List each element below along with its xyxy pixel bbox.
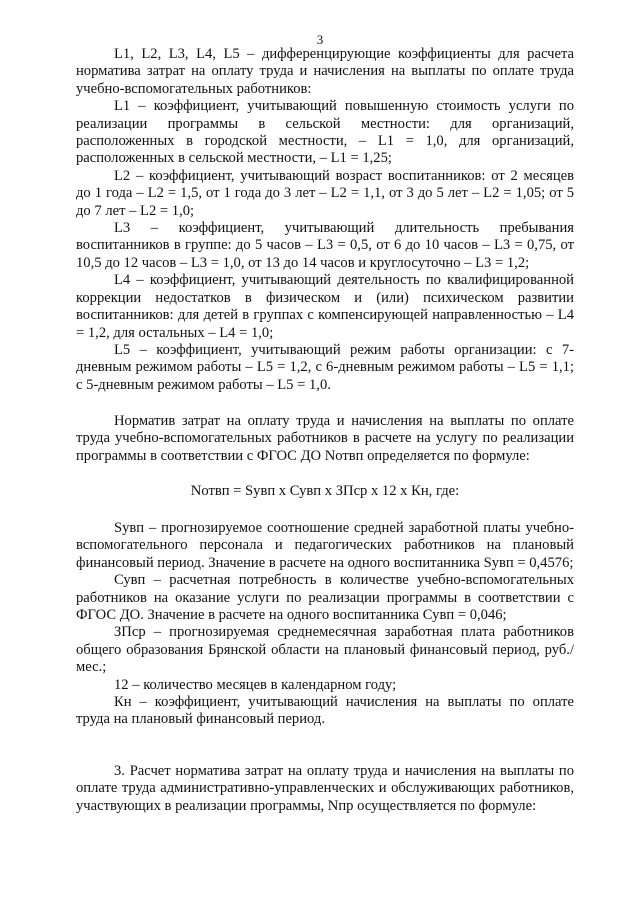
paragraph-l5: L5 – коэффициент, учитывающий режим работы организации: с 7-дневным режимом работы – L5 = 1,2, с 6-дневным режимом работы – L5 = 1,1; с 5-дневным режимом работы – L5 = 1,0. — [76, 341, 574, 393]
paragraph-l4: L4 – коэффициент, учитывающий деятельность по квалифицированной коррекции недостатков в физическом и (или) психическом развитии воспитанников: для детей в группах с компенсирующей направленностью – L4 = 1,2, для остальных – L4 = 1,0; — [76, 272, 574, 341]
admin-section — [76, 763, 574, 815]
coefficients-section — [76, 46, 574, 394]
page-number: 3 — [316, 32, 324, 47]
paragraph-kn: Кн – коэффициент, учитывающий начисления на выплаты по оплате труда на плановый финансовый период. — [76, 694, 574, 728]
formula-notvp: Nотвп = Sувп x Сувп x ЗПср x 12 x Кн, где: — [190, 483, 460, 499]
paragraph-coefficients-intro: L1, L2, L3, L4, L5 – дифференцирующие коэффициенты для расчета норматива затрат на оплату труда и начисления на выплаты по оплате труда учебно-вспомогательных работников: — [76, 46, 574, 97]
paragraph-l2: L2 – коэффициент, учитывающий возраст воспитанников: от 2 месяцев до 1 года – L2 = 1,5, от 1 года до 3 лет – L2 = 1,1, от 3 до 5 лет – L2 = 1,05; от 5 до 7 лет – L2 = 1,0; — [76, 167, 574, 219]
paragraph-suvp: Sувп – прогнозируемое соотношение средней заработной платы учебно-вспомогательного персонала и педагогических работников на плановый финансовый период. Значение в расчете на одного воспитанника Sувп = 0,4576; — [76, 520, 574, 571]
paragraph-zpsr: ЗПср – прогнозируемая среднемесячная заработная плата работников общего образования Брянской области на плановый финансовый период, руб./мес.; — [76, 624, 574, 676]
paragraph-l3: L3 – коэффициент, учитывающий длительность пребывания воспитанников в группе: до 5 часов – L3 = 0,5, от 6 до 10 часов – L3 = 0,75, от 10,5 до 12 часов – L3 = 1,0, от 13 до 14 часов и круглосуточно – L3 = 1,2; — [76, 220, 574, 271]
paragraph-admin-norm: 3. Расчет норматива затрат на оплату труда и начисления на выплаты по оплате труда административно-управленческих и обслуживающих работников, участвующих в реализации программы, Nпр осуществляется по формуле: — [76, 763, 574, 814]
paragraph-norm-intro: Норматив затрат на оплату труда и начисления на выплаты по оплате труда учебно-вспомогательных работников в расчете на услугу по реализации программы в соответствии с ФГОС ДО Nотвп определяется по формуле: — [76, 413, 574, 464]
paragraph-months: 12 – количество месяцев в календарном году; — [114, 676, 397, 693]
paragraph-l1: L1 – коэффициент, учитывающий повышенную стоимость услуги по реализации программы в сельской местности: для организаций, расположенных в городской местности, – L1 = 1,0, для организаций, расположенных в сельской местности, – L1 = 1,25; — [76, 98, 574, 167]
formula-block — [76, 483, 574, 500]
variables-section — [76, 520, 574, 729]
norm-section — [76, 413, 574, 465]
paragraph-cuvp: Сувп – расчетная потребность в количестве учебно-вспомогательных работников на оказание услуги по реализации программы в соответствии с ФГОС ДО. Значение в расчете на одного воспитанника Сувп = 0,046; — [76, 572, 574, 624]
